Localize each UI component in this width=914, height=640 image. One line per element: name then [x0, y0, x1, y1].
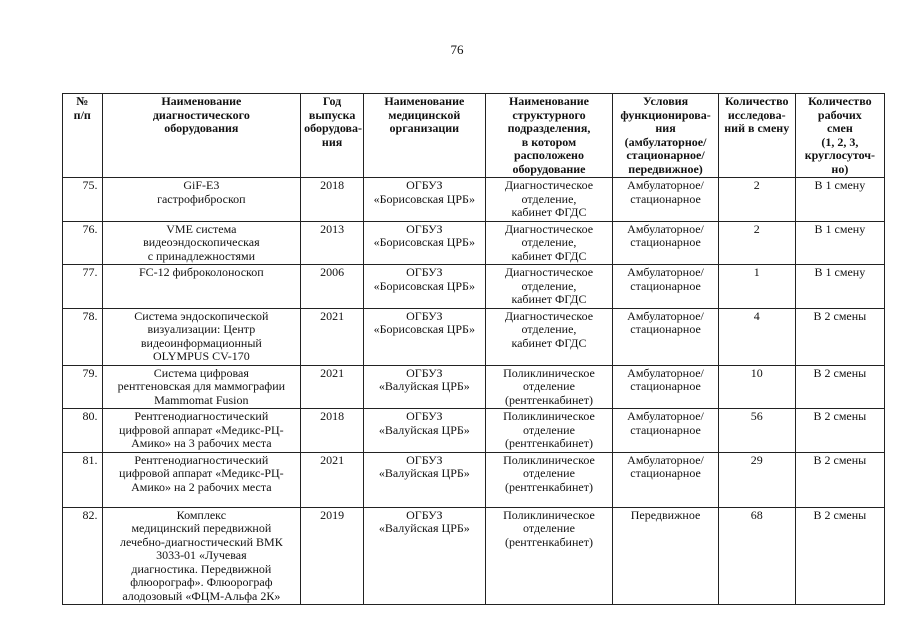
header-organization: Наименование медицинской организации: [364, 94, 486, 178]
cell-year: 2013: [301, 221, 364, 265]
cell-department: Поликлиническое отделение (рентгенкабинет): [485, 365, 613, 409]
cell-department: Поликлиническое отделение (рентгенкабинет): [485, 452, 613, 507]
cell-shifts: В 1 смену: [795, 178, 884, 222]
table-row: [63, 308, 885, 365]
cell-equipment-name: Рентгенодиагностический цифровой аппарат «Медикс-РЦ- Амико» на 2 рабочих места: [102, 452, 301, 507]
cell-number: 79.: [63, 365, 103, 409]
cell-conditions: Амбулаторное/ стационарное: [613, 265, 718, 309]
cell-number: 76.: [63, 221, 103, 265]
cell-organization: ОГБУЗ «Борисовская ЦРБ»: [364, 221, 486, 265]
cell-studies-per-shift: 4: [718, 308, 795, 365]
cell-organization: ОГБУЗ «Валуйская ЦРБ»: [364, 507, 486, 605]
cell-studies-per-shift: 1: [718, 265, 795, 309]
cell-conditions: Передвижное: [613, 507, 718, 605]
cell-conditions: Амбулаторное/ стационарное: [613, 178, 718, 222]
page-number: 76: [450, 42, 464, 57]
cell-studies-per-shift: 10: [718, 365, 795, 409]
cell-studies-per-shift: 68: [718, 507, 795, 605]
cell-department: Поликлиническое отделение (рентгенкабинет): [485, 409, 613, 453]
table-row: [63, 365, 885, 409]
cell-number: 77.: [63, 265, 103, 309]
cell-organization: ОГБУЗ «Валуйская ЦРБ»: [364, 452, 486, 507]
header-studies-per-shift: Количество исследова- ний в смену: [718, 94, 795, 178]
cell-studies-per-shift: 2: [718, 178, 795, 222]
cell-organization: ОГБУЗ «Борисовская ЦРБ»: [364, 265, 486, 309]
cell-shifts: В 1 смену: [795, 221, 884, 265]
cell-shifts: В 2 смены: [795, 308, 884, 365]
cell-organization: ОГБУЗ «Борисовская ЦРБ»: [364, 178, 486, 222]
table-row: [63, 507, 885, 605]
cell-year: 2021: [301, 365, 364, 409]
cell-year: 2021: [301, 452, 364, 507]
cell-shifts: В 2 смены: [795, 452, 884, 507]
cell-department: Диагностическое отделение, кабинет ФГДС: [485, 221, 613, 265]
table-row: [63, 452, 885, 507]
cell-department: Диагностическое отделение, кабинет ФГДС: [485, 265, 613, 309]
cell-conditions: Амбулаторное/ стационарное: [613, 452, 718, 507]
cell-equipment-name: Комплекс медицинский передвижной лечебно-диагностический ВМК 3033-01 «Лучевая диагностика. Передвижной флюорограф». Флюорограф алодозовый «ФЦМ-Альфа 2К»: [102, 507, 301, 605]
cell-year: 2021: [301, 308, 364, 365]
cell-year: 2018: [301, 178, 364, 222]
cell-organization: ОГБУЗ «Борисовская ЦРБ»: [364, 308, 486, 365]
cell-equipment-name: Система цифровая рентгеновская для маммографии Mammomat Fusion: [102, 365, 301, 409]
cell-year: 2018: [301, 409, 364, 453]
cell-year: 2006: [301, 265, 364, 309]
cell-department: Поликлиническое отделение (рентгенкабинет): [485, 507, 613, 605]
table-row: [63, 409, 885, 453]
diagnostic-equipment-table: [62, 93, 885, 605]
cell-organization: ОГБУЗ «Валуйская ЦРБ»: [364, 365, 486, 409]
cell-conditions: Амбулаторное/ стационарное: [613, 221, 718, 265]
cell-equipment-name: GiF-E3 гастрофиброскоп: [102, 178, 301, 222]
header-department: Наименование структурного подразделения, в котором расположено оборудование: [485, 94, 613, 178]
cell-equipment-name: Система эндоскопической визуализации: Центр видеоинформационный OLYMPUS CV-170: [102, 308, 301, 365]
cell-conditions: Амбулаторное/ стационарное: [613, 409, 718, 453]
cell-number: 75.: [63, 178, 103, 222]
cell-shifts: В 2 смены: [795, 507, 884, 605]
cell-shifts: В 1 смену: [795, 265, 884, 309]
cell-organization: ОГБУЗ «Валуйская ЦРБ»: [364, 409, 486, 453]
header-number: № п/п: [63, 94, 103, 178]
cell-studies-per-shift: 29: [718, 452, 795, 507]
table-row: [63, 221, 885, 265]
cell-department: Диагностическое отделение, кабинет ФГДС: [485, 308, 613, 365]
header-equipment-name: Наименование диагностического оборудования: [102, 94, 301, 178]
cell-year: 2019: [301, 507, 364, 605]
cell-equipment-name: FC-12 фиброколоноскоп: [102, 265, 301, 309]
cell-studies-per-shift: 56: [718, 409, 795, 453]
cell-shifts: В 2 смены: [795, 365, 884, 409]
table-header-row: [63, 94, 885, 178]
cell-number: 81.: [63, 452, 103, 507]
cell-department: Диагностическое отделение, кабинет ФГДС: [485, 178, 613, 222]
cell-equipment-name: Рентгенодиагностический цифровой аппарат «Медикс-РЦ- Амико» на 3 рабочих места: [102, 409, 301, 453]
header-conditions: Условия функционирова- ния (амбулаторное/ стационарное/ передвижное): [613, 94, 718, 178]
header-year: Год выпуска оборудова- ния: [301, 94, 364, 178]
cell-conditions: Амбулаторное/ стационарное: [613, 365, 718, 409]
header-shifts: Количество рабочих смен (1, 2, 3, круглосуточ- но): [795, 94, 884, 178]
cell-studies-per-shift: 2: [718, 221, 795, 265]
cell-number: 80.: [63, 409, 103, 453]
cell-conditions: Амбулаторное/ стационарное: [613, 308, 718, 365]
cell-shifts: В 2 смены: [795, 409, 884, 453]
cell-number: 78.: [63, 308, 103, 365]
cell-equipment-name: VME система видеоэндоскопическая с принадлежностями: [102, 221, 301, 265]
table-row: [63, 265, 885, 309]
table-row: [63, 178, 885, 222]
cell-number: 82.: [63, 507, 103, 605]
